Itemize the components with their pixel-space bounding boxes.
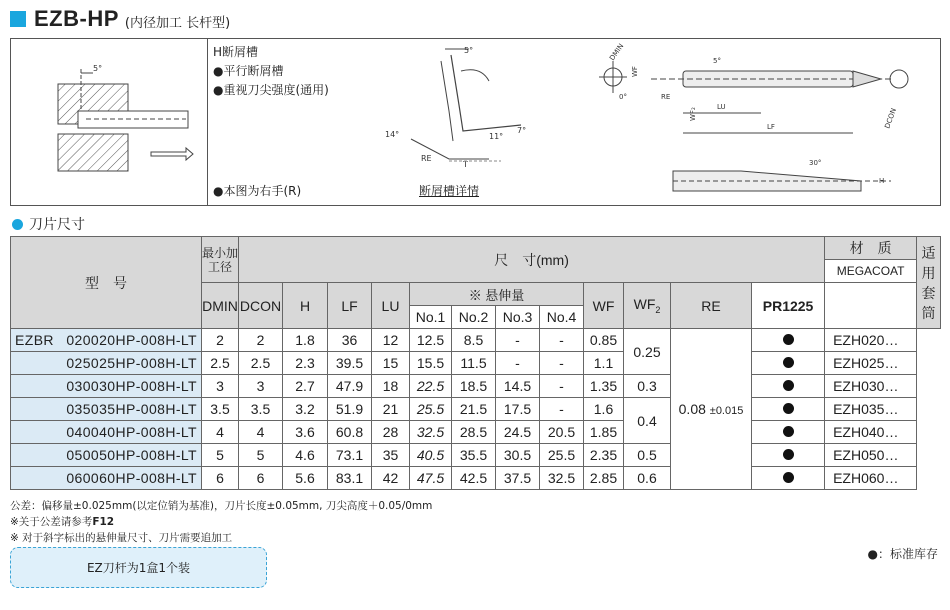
cell-dmin: 5 <box>202 444 239 467</box>
section-title-text: 刀片尺寸 <box>29 217 85 233</box>
cell-dmin: 3.5 <box>202 398 239 421</box>
col-dimensions: 尺 寸(mm) <box>239 237 825 283</box>
cell-wf: 1.35 <box>584 375 624 398</box>
cell-no4: 20.5 <box>540 421 584 444</box>
cell-dmin: 2 <box>202 329 239 352</box>
cell-lu: 42 <box>372 467 410 490</box>
table-row <box>11 467 941 490</box>
svg-text:H: H <box>879 177 885 185</box>
cell-wf: 1.85 <box>584 421 624 444</box>
cell-lu: 18 <box>372 375 410 398</box>
note-line: ※关于公差请参考F12 <box>10 516 115 528</box>
svg-text:RE: RE <box>661 93 671 101</box>
cell-no1: 15.5 <box>410 352 452 375</box>
cell-dmin: 2.5 <box>202 352 239 375</box>
col-no2: No.2 <box>452 306 496 329</box>
model-cell: 035035HP-008H-LT <box>11 398 202 421</box>
model-cell: 030030HP-008H-LT <box>11 375 202 398</box>
svg-text:RE: RE <box>421 154 432 163</box>
table-row <box>11 444 941 467</box>
svg-text:DMIN: DMIN <box>608 42 626 63</box>
table-row <box>11 329 941 352</box>
col-re: RE <box>671 283 752 329</box>
svg-text:30°: 30° <box>809 159 822 167</box>
cell-no3: - <box>496 329 540 352</box>
cell-no1: 12.5 <box>410 329 452 352</box>
cell-lf: 73.1 <box>328 444 372 467</box>
note-line: 公差：偏移量±0.025mm(以定位销为基准)，刀片长度±0.05mm, 刀尖高度＋0.05/0mm <box>10 500 433 512</box>
cell-wf: 0.85 <box>584 329 624 352</box>
svg-text:5°: 5° <box>93 64 103 73</box>
model-cell: 060060HP-008H-LT <box>11 467 202 490</box>
svg-text:LF: LF <box>767 123 775 131</box>
cell-wf: 1.1 <box>584 352 624 375</box>
cell-no1: 32.5 <box>410 421 452 444</box>
cell-no2: 42.5 <box>452 467 496 490</box>
model-cell: 040040HP-008H-LT <box>11 421 202 444</box>
cell-no2: 11.5 <box>452 352 496 375</box>
col-lf: LF <box>328 283 372 329</box>
cell-lu: 28 <box>372 421 410 444</box>
insert-spec-table <box>10 236 941 490</box>
col-wf: WF <box>584 283 624 329</box>
col-lu: LU <box>372 283 410 329</box>
col-wf2: $WF_2$ <box>624 283 671 329</box>
section-title <box>12 214 85 234</box>
tolerance-notes <box>10 498 432 546</box>
page-subtitle: (内径加工 长杆型) <box>124 15 231 31</box>
chipbreaker-detail-caption: 断屑槽详情 <box>419 184 480 198</box>
cell-dmin: 4 <box>202 421 239 444</box>
cell-lf: 36 <box>328 329 372 352</box>
cell-no1: 40.5 <box>410 444 452 467</box>
col-h: H <box>283 283 328 329</box>
cell-no2: 28.5 <box>452 421 496 444</box>
note-line: ※ 对于斜字标出的悬伸量尺寸、刀片需要追加工 <box>10 532 233 544</box>
cell-h: 5.6 <box>283 467 328 490</box>
svg-text:5°: 5° <box>713 57 721 65</box>
figure-divider <box>207 39 208 205</box>
svg-text:0°: 0° <box>619 93 627 101</box>
cell-holder: EZH050… <box>825 444 917 467</box>
feature-title: H断屑槽 <box>213 45 259 59</box>
section-square-icon <box>10 11 26 27</box>
cell-lu: 15 <box>372 352 410 375</box>
col-holder: 适用套筒 <box>917 237 941 329</box>
stock-bullet <box>752 398 825 421</box>
stock-legend: ●：标准库存 <box>867 547 938 561</box>
svg-text:LU: LU <box>717 103 726 111</box>
col-material: 材 质 <box>825 237 917 260</box>
cell-no1: 25.5 <box>410 398 452 421</box>
cell-holder: EZH030… <box>825 375 917 398</box>
cell-h: 2.3 <box>283 352 328 375</box>
cell-h: 2.7 <box>283 375 328 398</box>
section-dot-icon <box>12 219 23 230</box>
figure-panel <box>10 38 941 206</box>
col-no3: No.3 <box>496 306 540 329</box>
cell-dcon: 2 <box>239 329 283 352</box>
cell-dcon: 2.5 <box>239 352 283 375</box>
stock-bullet <box>752 375 825 398</box>
cell-wf2: 0.4 <box>624 398 671 444</box>
cell-holder: EZH025… <box>825 352 917 375</box>
stock-bullet <box>752 467 825 490</box>
svg-text:DCON: DCON <box>883 107 899 130</box>
cell-holder: EZH040… <box>825 421 917 444</box>
cell-no2: 35.5 <box>452 444 496 467</box>
cell-no4: - <box>540 398 584 421</box>
cell-h: 3.2 <box>283 398 328 421</box>
cell-no4: - <box>540 329 584 352</box>
cell-lf: 60.8 <box>328 421 372 444</box>
packaging-note: EZ刀杆为1盒1个装 <box>10 547 267 588</box>
cell-wf: 1.6 <box>584 398 624 421</box>
col-model: 型 号 <box>11 237 202 329</box>
cell-lf: 39.5 <box>328 352 372 375</box>
page-header <box>10 8 230 30</box>
svg-text:7°: 7° <box>517 126 527 135</box>
cell-dcon: 3.5 <box>239 398 283 421</box>
svg-text:WF₂: WF₂ <box>689 107 697 121</box>
right-hand-note: ●本图为右手(R) <box>213 184 302 198</box>
cell-h: 3.6 <box>283 421 328 444</box>
cell-no3: 14.5 <box>496 375 540 398</box>
feature-list <box>213 43 329 100</box>
cell-lf: 51.9 <box>328 398 372 421</box>
cell-h: 4.6 <box>283 444 328 467</box>
model-cell: EZBR 020020HP-008H-LT <box>11 329 202 352</box>
cell-holder: EZH020… <box>825 329 917 352</box>
cell-no4: - <box>540 375 584 398</box>
cell-no3: 24.5 <box>496 421 540 444</box>
col-no4: No.4 <box>540 306 584 329</box>
col-min-bore: 最小加工径 <box>202 237 239 283</box>
feature-item: ●重视刀尖强度(通用) <box>213 83 329 97</box>
cell-h: 1.8 <box>283 329 328 352</box>
cell-lf: 47.9 <box>328 375 372 398</box>
cell-no1: 22.5 <box>410 375 452 398</box>
cell-holder: EZH060… <box>825 467 917 490</box>
cell-lf: 83.1 <box>328 467 372 490</box>
cell-dmin: 6 <box>202 467 239 490</box>
cell-no3: 30.5 <box>496 444 540 467</box>
cell-no4: - <box>540 352 584 375</box>
table-row <box>11 375 941 398</box>
cell-wf2: 0.25 <box>624 329 671 375</box>
cell-no3: - <box>496 352 540 375</box>
cell-lu: 12 <box>372 329 410 352</box>
col-dmin: DMIN <box>202 283 239 329</box>
col-megacoat: MEGACOAT <box>825 260 917 283</box>
col-dcon: DCON <box>239 283 283 329</box>
model-cell: 050050HP-008H-LT <box>11 444 202 467</box>
cell-dcon: 4 <box>239 421 283 444</box>
cell-no1: 47.5 <box>410 467 452 490</box>
stock-bullet <box>752 444 825 467</box>
cell-dcon: 3 <box>239 375 283 398</box>
stock-bullet <box>752 352 825 375</box>
cell-wf: 2.85 <box>584 467 624 490</box>
svg-text:5°: 5° <box>464 46 474 55</box>
stock-bullet <box>752 329 825 352</box>
cell-wf2: 0.6 <box>624 467 671 490</box>
svg-text:14°: 14° <box>385 130 400 139</box>
cell-no4: 25.5 <box>540 444 584 467</box>
cell-holder: EZH035… <box>825 398 917 421</box>
page-title: EZB-HP <box>34 6 119 31</box>
table-row <box>11 398 941 421</box>
cell-no3: 17.5 <box>496 398 540 421</box>
cell-wf2: 0.3 <box>624 375 671 398</box>
cell-no2: 21.5 <box>452 398 496 421</box>
col-pr1225: PR1225 <box>752 283 825 329</box>
cell-dcon: 5 <box>239 444 283 467</box>
cell-wf: 2.35 <box>584 444 624 467</box>
insert-dimension-drawing <box>591 41 921 201</box>
col-no1: No.1 <box>410 306 452 329</box>
cell-lu: 35 <box>372 444 410 467</box>
cell-no4: 32.5 <box>540 467 584 490</box>
svg-text:11°: 11° <box>489 132 504 141</box>
cell-lu: 21 <box>372 398 410 421</box>
cell-re: 0.08 ±0.015 <box>671 329 752 490</box>
stock-bullet <box>752 421 825 444</box>
model-cell: 025025HP-008H-LT <box>11 352 202 375</box>
machining-illustration <box>11 39 201 205</box>
cell-no2: 18.5 <box>452 375 496 398</box>
cell-dmin: 3 <box>202 375 239 398</box>
svg-text:T: T <box>463 160 468 169</box>
chipbreaker-detail-drawing <box>371 41 531 181</box>
feature-item: ●平行断屑槽 <box>213 64 284 78</box>
col-overhang: ※ 悬伸量 <box>410 283 584 306</box>
table-row <box>11 352 941 375</box>
cell-wf2: 0.5 <box>624 444 671 467</box>
svg-text:WF: WF <box>631 66 639 77</box>
cell-dcon: 6 <box>239 467 283 490</box>
cell-no3: 37.5 <box>496 467 540 490</box>
cell-no2: 8.5 <box>452 329 496 352</box>
table-row <box>11 421 941 444</box>
